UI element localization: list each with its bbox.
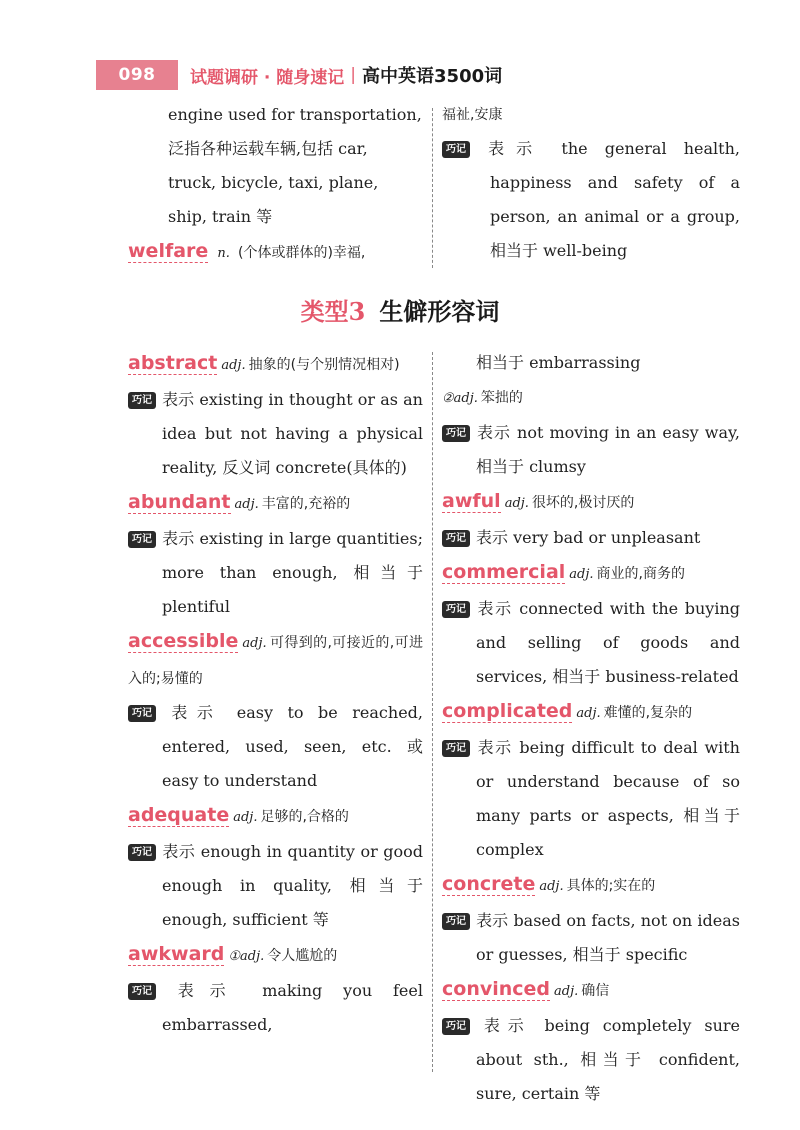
- top-left-column: [128, 98, 423, 271]
- headword: awful: [442, 490, 501, 512]
- memory-tip-text: 表示 the general health, happiness and safety of a person, an animal or a group, 相当于 well-being: [476, 139, 740, 260]
- memory-tip-badge-icon: 巧记: [442, 1018, 470, 1035]
- entry-awful: [442, 484, 740, 555]
- header-separator: |: [350, 65, 357, 85]
- meaning: 足够的,合格的: [260, 809, 349, 825]
- part-of-speech: adj.: [242, 636, 267, 651]
- memory-tip-badge-icon: 巧记: [442, 425, 470, 442]
- headword: adequate: [128, 804, 230, 826]
- memory-tip-badge-icon: 巧记: [442, 141, 470, 158]
- continued-text-line: engine used for transportation,: [168, 105, 422, 124]
- memory-tip-badge-icon: 巧记: [442, 530, 470, 547]
- headword: concrete: [442, 873, 536, 895]
- continued-text-line: 相当于 embarrassing: [476, 353, 641, 372]
- meaning-continued: 福祉,安康: [442, 107, 503, 123]
- continued-text-line: ship, train 等: [168, 207, 273, 226]
- meaning: 笨拙的: [480, 390, 523, 406]
- memory-tip: [442, 731, 740, 867]
- part-of-speech: adj.: [554, 984, 579, 999]
- memory-tip-text: 表示 being completely sure about sth., 相当于 confident, sure, certain 等: [476, 1016, 740, 1103]
- part-of-speech: adj.: [233, 810, 258, 825]
- meaning: 难懂的,复杂的: [603, 705, 693, 721]
- entry-abstract: [128, 346, 423, 485]
- memory-tip: [442, 592, 740, 694]
- memory-tip: [128, 522, 423, 624]
- memory-tip-badge-icon: 巧记: [442, 740, 470, 757]
- memory-tip: [128, 835, 423, 937]
- meaning: (个体或群体的)幸福,: [238, 245, 366, 261]
- column-divider-top: [432, 108, 433, 268]
- memory-tip: [442, 132, 740, 268]
- entry-adequate: [128, 798, 423, 937]
- headword: abstract: [128, 352, 218, 374]
- bottom-left-column: [128, 346, 423, 1042]
- meaning: 丰富的,充裕的: [261, 496, 351, 512]
- bottom-right-column: [442, 346, 740, 1111]
- meaning: 商业的,商务的: [596, 566, 685, 582]
- entry-complicated: [442, 694, 740, 867]
- entry-awkward: [128, 937, 423, 1042]
- meaning: 具体的;实在的: [566, 878, 656, 894]
- part-of-speech: adj.: [221, 358, 246, 373]
- entry-accessible: [128, 624, 423, 798]
- continued-text-line: truck, bicycle, taxi, plane,: [168, 173, 379, 192]
- memory-tip-badge-icon: 巧记: [128, 392, 156, 409]
- part-of-speech: ②adj.: [442, 391, 478, 406]
- part-of-speech: ①adj.: [228, 949, 265, 964]
- part-of-speech: n.: [217, 246, 230, 261]
- continued-text-line: 泛指各种运载车辆,包括 car,: [168, 139, 368, 158]
- memory-tip: [128, 696, 423, 798]
- section-name: 生僻形容词: [379, 297, 500, 326]
- memory-tip-text: 表示 existing in thought or as an idea but not having a physical reality, 反义词 concrete(具体的): [162, 390, 423, 477]
- part-of-speech: adj.: [569, 567, 594, 582]
- memory-tip-badge-icon: 巧记: [442, 913, 470, 930]
- meaning: 确信: [581, 983, 610, 999]
- memory-tip-text: 表示 being difficult to deal with or understand because of so many parts or aspects, 相当于 complex: [476, 738, 740, 859]
- meaning: 可得到的,可接近的,可进入的;易懂的: [128, 635, 423, 687]
- memory-tip: [128, 383, 423, 485]
- entry-commercial: [442, 555, 740, 694]
- section-label: 类型3: [300, 297, 366, 326]
- memory-tip: [442, 521, 740, 555]
- memory-tip-text: 表示 based on facts, not on ideas or guesses, 相当于 specific: [476, 911, 740, 964]
- part-of-speech: adj.: [576, 706, 601, 721]
- memory-tip-text: 表示 easy to be reached, entered, used, seen, etc. 或 easy to understand: [162, 703, 423, 790]
- entry-concrete: [442, 867, 740, 972]
- headword: accessible: [128, 630, 239, 652]
- memory-tip-badge-icon: 巧记: [128, 844, 156, 861]
- memory-tip-text: 表示 connected with the buying and selling of goods and services, 相当于 business-related: [476, 599, 740, 686]
- entry-convinced: [442, 972, 740, 1111]
- memory-tip: [442, 416, 740, 484]
- meaning: 很坏的,极讨厌的: [531, 495, 635, 511]
- headword: commercial: [442, 561, 566, 583]
- headword: awkward: [128, 943, 225, 965]
- memory-tip-text: 表示 very bad or unpleasant: [476, 528, 701, 547]
- headword: abundant: [128, 491, 231, 513]
- page-header: [96, 58, 502, 92]
- part-of-speech: adj.: [504, 496, 529, 511]
- meaning: 令人尴尬的: [267, 948, 338, 964]
- column-divider-bottom: [432, 352, 433, 1072]
- memory-tip-badge-icon: 巧记: [128, 531, 156, 548]
- memory-tip-badge-icon: 巧记: [442, 601, 470, 618]
- memory-tip: [128, 974, 423, 1042]
- book-series: 试题调研 · 随身速记: [190, 67, 345, 88]
- meaning: 抽象的(与个别情况相对): [248, 357, 400, 373]
- headword: convinced: [442, 978, 551, 1000]
- section-title: [0, 292, 800, 327]
- memory-tip-text: 表示 making you feel embarrassed,: [162, 981, 423, 1034]
- top-right-column: [442, 98, 740, 268]
- headword: welfare: [128, 240, 209, 262]
- entry-welfare: [128, 234, 423, 271]
- part-of-speech: adj.: [539, 879, 564, 894]
- entry-abundant: [128, 485, 423, 624]
- page-number: 098: [96, 60, 178, 90]
- memory-tip-badge-icon: 巧记: [128, 705, 156, 722]
- book-title: 高中英语3500词: [362, 66, 503, 87]
- headword: complicated: [442, 700, 573, 722]
- memory-tip-text: 表示 enough in quantity or good enough in quality, 相当于 enough, sufficient 等: [162, 842, 423, 929]
- memory-tip-text: 表示 not moving in an easy way, 相当于 clumsy: [476, 423, 740, 476]
- memory-tip: [442, 1009, 740, 1111]
- part-of-speech: adj.: [234, 497, 259, 512]
- memory-tip-text: 表示 existing in large quantities; more than enough, 相当于 plentiful: [162, 529, 423, 616]
- memory-tip: [442, 904, 740, 972]
- memory-tip-badge-icon: 巧记: [128, 983, 156, 1000]
